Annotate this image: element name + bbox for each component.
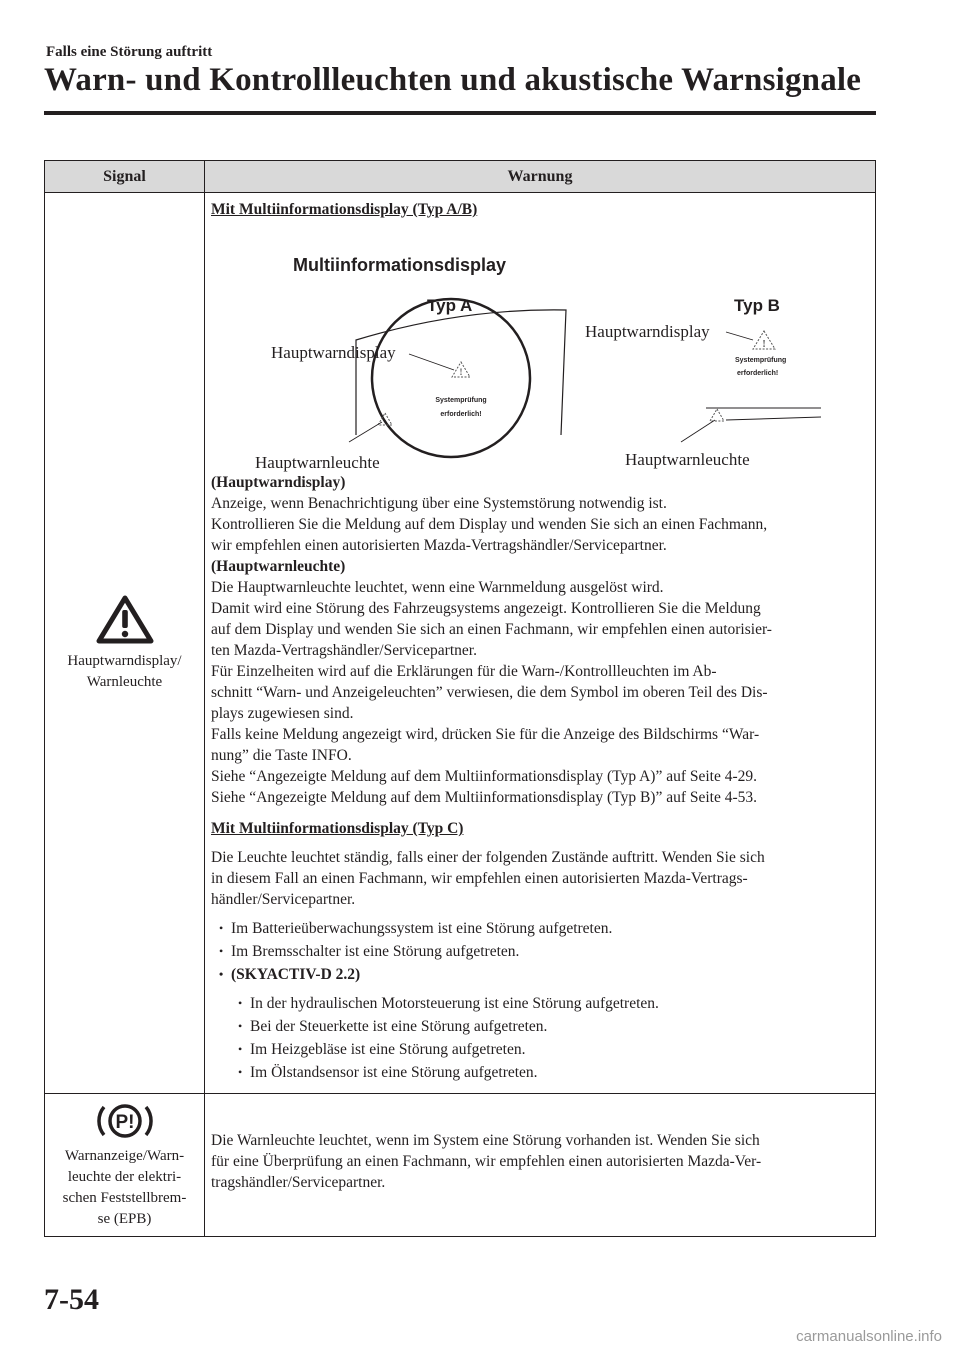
signal-label-line: leuchte der elektri- (67, 1169, 182, 1185)
description-main-light (211, 556, 869, 808)
text-line: Damit wird eine Störung des Fahrzeugsystems angezeigt. Kontrollieren Sie die Meldung (211, 600, 761, 617)
paragraph-heading: (Hauptwarnleuchte) (211, 558, 346, 575)
table-header-row (45, 161, 876, 193)
list-item: • Bei der Steuerkette ist eine Störung aufgetreten. (238, 1016, 869, 1037)
text-line: händler/Servicepartner. (211, 891, 356, 908)
text-line: Kontrollieren Sie die Meldung auf dem Display und wenden Sie sich an einen Fachmann, (211, 516, 768, 533)
list-item: • In der hydraulischen Motorsteuerung ist eine Störung aufgetreten. (238, 993, 869, 1014)
text-line: nung” die Taste INFO. (211, 747, 352, 764)
warning-cell (205, 193, 876, 1094)
text-line: wir empfehlen einen autorisierten Mazda-Vertragshändler/Servicepartner. (211, 537, 667, 554)
column-header-signal: Signal (45, 161, 205, 193)
text-line: tragshändler/Servicepartner. (211, 1174, 386, 1191)
text-line: Die Warnleuchte leuchtet, wenn im System eine Störung vorhanden ist. Wenden Sie sich (211, 1132, 760, 1149)
list-item: • Im Heizgebläse ist eine Störung aufgetreten. (238, 1039, 869, 1060)
list-item: • Im Bremsschalter ist eine Störung aufgetreten. (219, 941, 869, 962)
signal-label-line: Warnleuchte (86, 674, 163, 690)
description-type-c (211, 847, 869, 910)
column-header-warning: Warnung (205, 161, 876, 193)
text-line: in diesem Fall an einen Fachmann, wir empfehlen einen autorisierten Mazda-Vertrags- (211, 870, 748, 887)
table-row (45, 1094, 876, 1237)
text-line: ten Mazda-Vertragshändler/Servicepartner. (211, 642, 477, 659)
condition-list (211, 918, 869, 985)
signal-label-line: Hauptwarndisplay/ (67, 653, 182, 669)
text-line: schnitt “Warn- und Anzeigeleuchten” verwiesen, die dem Symbol im oberen Teil des Dis- (211, 684, 768, 701)
type-b-display (681, 331, 821, 442)
message-line: erforderlich! (737, 370, 779, 377)
signal-label-line: Warnanzeige/Warn- (64, 1148, 185, 1164)
svg-text:!: ! (459, 367, 463, 377)
page-reference: Siehe “Angezeigte Meldung auf dem Multiinformationsdisplay (Typ B)” auf Seite 4-53. (211, 789, 758, 806)
type-a-display (349, 299, 566, 457)
parking-brake-warning-icon (93, 1100, 157, 1142)
text-line: auf dem Display und wenden Sie sich an einen Fachmann, wir empfehlen einen autorisier- (211, 621, 772, 638)
text-line: Falls keine Meldung angezeigt wird, drücken Sie für die Anzeige des Bildschirms “War- (211, 726, 760, 743)
subheading-type-ab: Mit Multiinformationsdisplay (Typ A/B) (211, 201, 478, 218)
text-line: Für Einzelheiten wird auf die Erklärungen für die Warn-/Kontrollleuchten im Ab- (211, 663, 717, 680)
figure-title: Multiinformationsdisplay (293, 255, 507, 275)
warning-table (44, 160, 876, 1237)
page-number: 7-54 (44, 1283, 99, 1316)
text-line: Anzeige, wenn Benachrichtigung über eine Systemstörung notwendig ist. (211, 495, 667, 512)
callout-main-display-b: Hauptwarndisplay (585, 322, 710, 341)
title-rule (44, 111, 876, 115)
description-main-display (211, 472, 869, 556)
warning-triangle-icon (95, 593, 155, 645)
svg-text:!: ! (762, 339, 766, 350)
signal-label-line: schen Feststellbrem- (62, 1190, 187, 1206)
table-row (45, 193, 876, 1094)
callout-main-display-a: Hauptwarndisplay (271, 343, 396, 362)
text-line: Die Leuchte leuchtet ständig, falls einer der folgenden Zustände auftritt. Wenden Sie sich (211, 849, 765, 866)
text-line: Die Hauptwarnleuchte leuchtet, wenn eine Warnmeldung ausgelöst wird. (211, 579, 664, 596)
message-line: erforderlich! (440, 411, 482, 418)
list-item: • (SKYACTIV-D 2.2) (219, 964, 869, 985)
type-b-label: Typ B (734, 296, 780, 315)
message-line: Systemprüfung (435, 397, 487, 404)
display-figure (211, 220, 871, 472)
section-label: Falls eine Störung auftritt (46, 44, 213, 60)
text-line: für eine Überprüfung an einen Fachmann, wir empfehlen einen autorisierten Mazda-Ver- (211, 1153, 762, 1170)
callout-main-light-a: Hauptwarnleuchte (255, 453, 380, 472)
callout-main-light-b: Hauptwarnleuchte (625, 450, 750, 469)
sub-condition-list (211, 993, 869, 1083)
text-line: plays zugewiesen sind. (211, 705, 354, 722)
page-reference: Siehe “Angezeigte Meldung auf dem Multiinformationsdisplay (Typ A)” auf Seite 4-29. (211, 768, 758, 785)
signal-label-line: se (EPB) (97, 1211, 152, 1227)
message-line: Systemprüfung (735, 357, 787, 364)
watermark: carmanualsonline.info (796, 1328, 942, 1345)
type-a-label: Typ A (427, 296, 473, 315)
warning-cell (205, 1094, 876, 1237)
subheading-type-c: Mit Multiinformationsdisplay (Typ C) (211, 820, 464, 837)
signal-cell (45, 193, 205, 1094)
list-item: • Im Ölstandsensor ist eine Störung aufgetreten. (238, 1062, 869, 1083)
page-title: Warn- und Kontrollleuchten und akustische Warnsignale (44, 62, 862, 98)
paragraph-heading: (Hauptwarndisplay) (211, 474, 346, 491)
list-item: • Im Batterieüberwachungssystem ist eine Störung aufgetreten. (219, 918, 869, 939)
parking-brake-icon-text: P! (115, 1112, 134, 1133)
signal-cell (45, 1094, 205, 1237)
